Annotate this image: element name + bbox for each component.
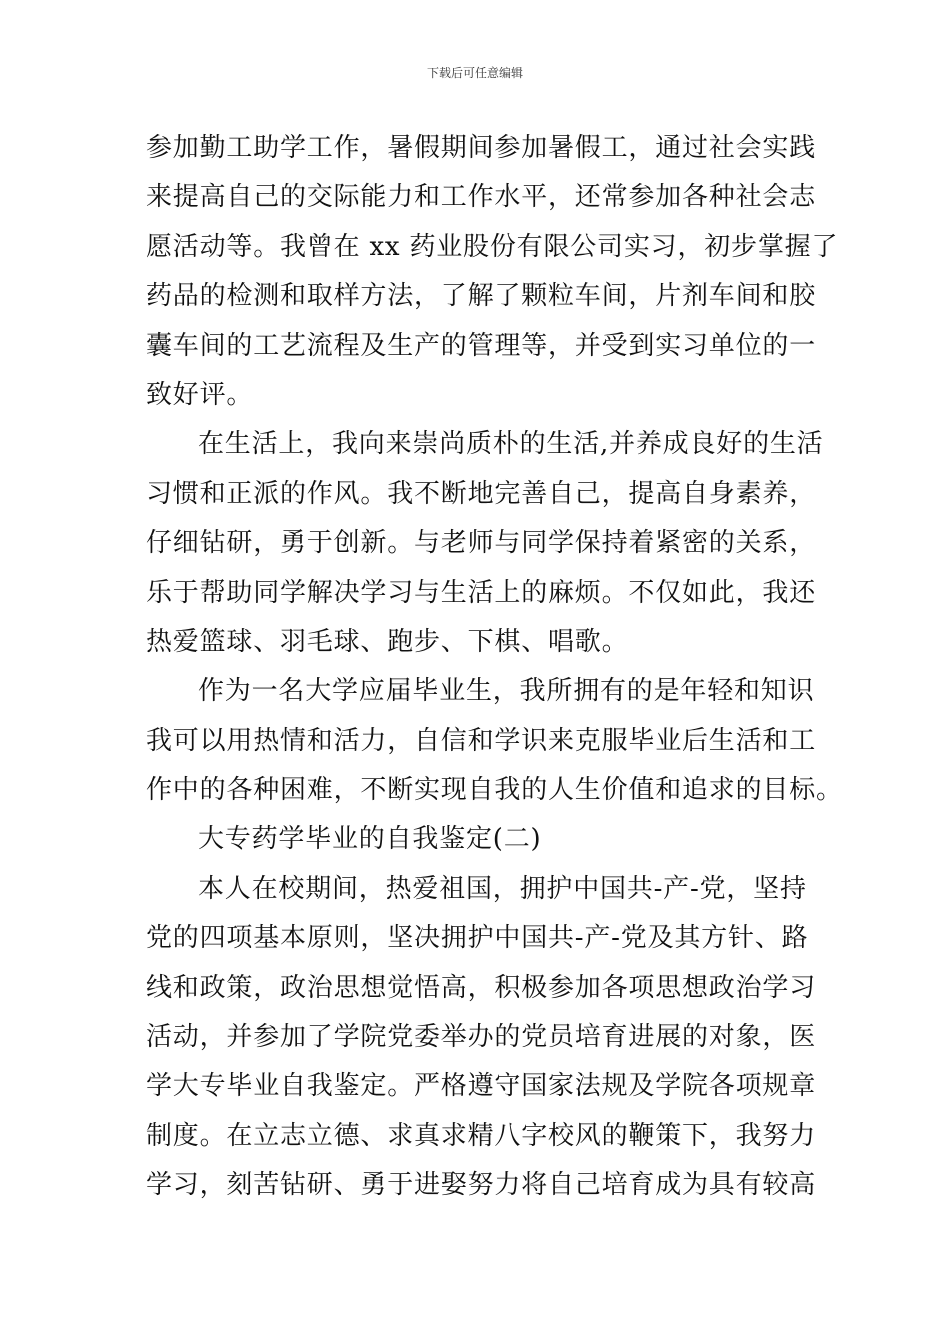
text-line: 学大专毕业自我鉴定。严格遵守国家法规及学院各项规章 xyxy=(146,1071,817,1102)
document-body xyxy=(146,124,843,1211)
text-line: 我可以用热情和活力，自信和学识来克服毕业后生活和工 xyxy=(146,725,817,756)
text-line: 作中的各种困难，不断实现自我的人生价值和追求的目标。 xyxy=(146,775,843,806)
text-line: 参加勤工助学工作，暑假期间参加暑假工，通过社会实践 xyxy=(146,133,817,163)
text-line: 党的四项基本原则，坚决拥护中国共-产-党及其方针、路 xyxy=(146,923,809,954)
page-header: 下载后可任意编辑 xyxy=(426,66,523,80)
text-line: 学习，刻苦钻研、勇于进娶努力将自己培育成为具有较高 xyxy=(146,1170,817,1201)
text-line: 活动，并参加了学院党委举办的党员培育进展的对象，医 xyxy=(146,1022,817,1053)
text-line: 药品的检测和取样方法，了解了颗粒车间，片剂车间和胶 xyxy=(146,281,817,312)
text-line: 致好评。 xyxy=(146,379,254,410)
text-line: 习惯和正派的作风。我不断地完善自己，提高自身素养， xyxy=(146,478,817,509)
text-line: 来提高自己的交际能力和工作水平，还常参加各种社会志 xyxy=(146,182,817,213)
text-line: 线和政策，政治思想觉悟高，积极参加各项思想政治学习 xyxy=(146,972,817,1003)
text-line: 仔细钻研，勇于创新。与老师与同学保持着紧密的关系， xyxy=(146,528,817,559)
text-line: 乐于帮助同学解决学习与生活上的麻烦。不仅如此，我还 xyxy=(146,577,817,608)
paragraph-start: 作为一名大学应届毕业生，我所拥有的是年轻和知识 xyxy=(198,676,815,707)
paragraph-start: 在生活上，我向来崇尚质朴的生活,并养成良好的生活 xyxy=(198,429,824,460)
text-line: 囊车间的工艺流程及生产的管理等，并受到实习单位的一 xyxy=(146,330,817,361)
section-heading: 大专药学毕业的自我鉴定(二) xyxy=(198,824,542,855)
text-line: 制度。在立志立德、求真求精八字校风的鞭策下，我努力 xyxy=(146,1120,817,1151)
paragraph-start: 本人在校期间，热爱祖国，拥护中国共-产-党，坚持 xyxy=(198,873,807,904)
text-line: 热爱篮球、羽毛球、跑步、下棋、唱歌。 xyxy=(146,626,629,657)
text-line: 愿活动等。我曾在 xx 药业股份有限公司实习，初步掌握了 xyxy=(146,231,839,262)
